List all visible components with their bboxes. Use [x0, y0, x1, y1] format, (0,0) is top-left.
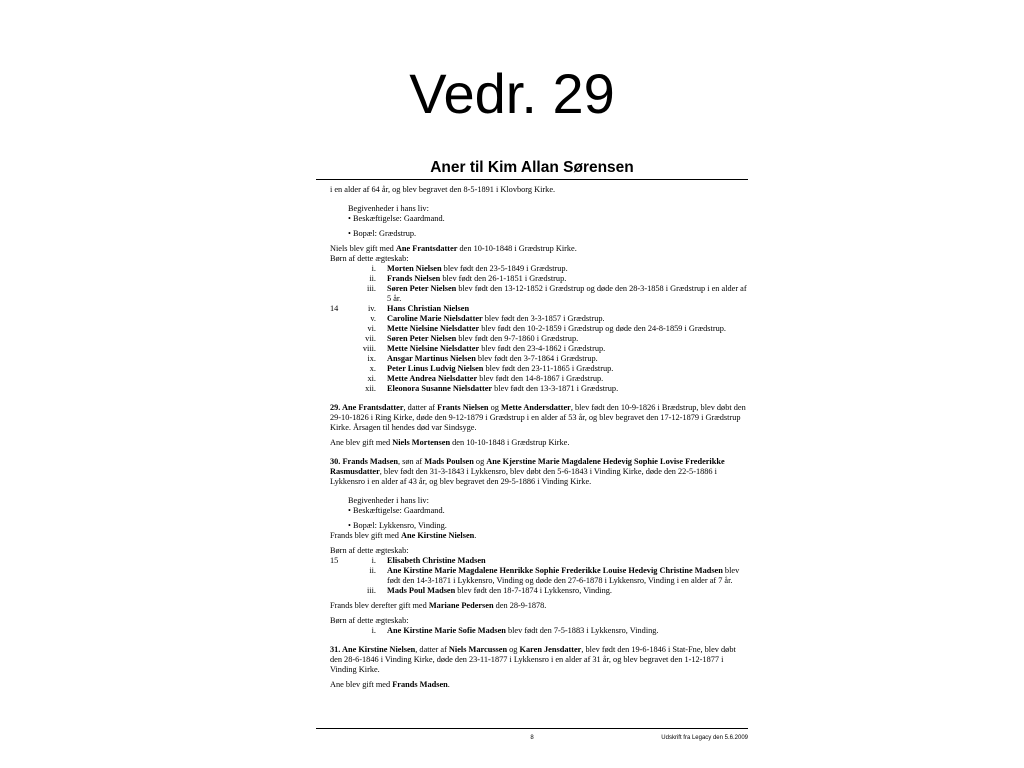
child-name: Mette Andrea Nielsdatter: [387, 374, 478, 383]
child-name: Caroline Marie Nielsdatter: [387, 314, 483, 323]
generation-number: [330, 384, 342, 394]
marriage-text: Ane blev gift med Niels Mortensen den 10-10-1848 i Grædstrup Kirke.: [330, 438, 570, 447]
child-name: Morten Nielsen: [387, 264, 442, 273]
child-entry: [387, 334, 748, 344]
roman-numeral: iii.: [367, 284, 376, 293]
generation-number: [330, 324, 342, 334]
children-heading: Børn af dette ægteskab:: [330, 616, 409, 625]
entry-30: 30. Frands Madsen, søn af Mads Poulsen og Ane Kjerstine Marie Magdalene Hedevig Sophie Lovise Frederikke Rasmusdatter, blev født den 31-3-1843 i Lykkensro, blev døbt den 5-6-1843 i Vinding Kirke, døde den 22-5-1886 i Lykkensro i en alder af 43 år, og blev begravet den 29-5-1886 i Vinding Kirke.: [330, 457, 725, 486]
list-item: [330, 314, 748, 324]
roman-numeral: ii.: [369, 274, 376, 283]
event-residence: • Bopæl: Lykkensro, Vinding.: [348, 521, 447, 530]
roman-numeral: x.: [369, 364, 376, 373]
list-item: [330, 586, 748, 596]
list-item: [330, 274, 748, 284]
roman-numeral: xii.: [365, 384, 376, 393]
child-name: Peter Linus Ludvig Nielsen: [387, 364, 484, 373]
entry-29: 29. Ane Frantsdatter, datter af Frants Nielsen og Mette Andersdatter, blev født den 10-9-1826 i Brædstrup, blev døbt den 29-10-1826 i Ring Kirke, døde den 9-12-1879 i Grædstrup i en alder af 53 år, og blev begravet den 17-12-1879 i Grædstrup Kirke. Årsagen til hendes død var Sindsyge.: [330, 403, 746, 432]
children-heading: Børn af dette ægteskab:: [330, 546, 409, 555]
list-item: [330, 364, 748, 374]
children-heading: Børn af dette ægteskab:: [330, 254, 409, 263]
child-entry: [387, 556, 748, 566]
list-item: [330, 344, 748, 354]
page-number: 8: [530, 735, 534, 741]
child-entry: [387, 284, 748, 304]
roman-numeral: i.: [371, 556, 376, 565]
event-residence: • Bopæl: Grædstrup.: [348, 229, 417, 238]
child-entry: [387, 374, 748, 384]
children-list-1: [330, 264, 748, 394]
generation-number: [330, 334, 342, 344]
child-entry: [387, 304, 748, 314]
child-entry: [387, 324, 748, 334]
child-entry: [387, 364, 748, 374]
child-details: blev født den 14-3-1871 i Lykkensro, Vinding og døde den 27-6-1878 i Lykkensro, Vinding i en alder af 7 år.: [387, 566, 740, 585]
intro-text: i en alder af 64 år, og blev begravet den 8-5-1891 i Klovborg Kirke.: [330, 185, 556, 194]
child-name: Elisabeth Christine Madsen: [387, 556, 486, 565]
heading-rule: [316, 179, 748, 180]
generation-number: [330, 264, 342, 274]
list-item: [330, 264, 748, 274]
marriage-text: Niels blev gift med Ane Frantsdatter den 10-10-1848 i Grædstrup Kirke.: [330, 244, 577, 253]
list-item: [330, 354, 748, 364]
marriage-text: Frands blev derefter gift med Mariane Pedersen den 28-9-1878.: [330, 601, 547, 610]
events-heading: Begivenheder i hans liv:: [348, 204, 429, 213]
child-name: Ane Kirstine Marie Sofie Madsen: [387, 626, 506, 635]
list-item: [330, 626, 748, 636]
roman-numeral: v.: [370, 314, 376, 323]
child-entry: [387, 586, 748, 596]
roman-numeral: iv.: [368, 304, 376, 313]
marriage-text: Ane blev gift med Frands Madsen.: [330, 680, 450, 689]
list-item: [330, 324, 748, 334]
print-note: Udskrift fra Legacy den 5.6.2009: [661, 735, 748, 741]
child-name: Mette Nielsine Nielsdatter: [387, 324, 480, 333]
event-occupation: • Beskæftigelse: Gaardmand.: [348, 506, 445, 515]
child-name: Søren Peter Nielsen: [387, 284, 457, 293]
roman-numeral: ii.: [369, 566, 376, 575]
roman-numeral: iii.: [367, 586, 376, 595]
children-list-3: [330, 626, 748, 636]
children-list-2: [330, 556, 748, 596]
roman-numeral: xi.: [367, 374, 376, 383]
marriage-text: Frands blev gift med Ane Kirstine Nielsen.: [330, 531, 477, 540]
roman-numeral: i.: [371, 264, 376, 273]
child-name: Ansgar Martinus Nielsen: [387, 354, 476, 363]
child-details: blev født den 23-4-1862 i Grædstrup.: [479, 344, 606, 353]
child-details: blev født den 7-5-1883 i Lykkensro, Vinding.: [505, 626, 659, 635]
generation-number: [330, 374, 342, 384]
child-entry: [387, 264, 748, 274]
child-details: blev født den 10-2-1859 i Grædstrup og døde den 24-8-1859 i Grædstrup.: [479, 324, 726, 333]
child-details: blev født den 26-1-1851 i Grædstrup.: [440, 274, 567, 283]
child-details: blev født den 14-8-1867 i Grædstrup.: [477, 374, 604, 383]
child-name: Ane Kirstine Marie Magdalene Henrikke Sophie Frederikke Louise Hedevig Christine Madsen: [387, 566, 723, 575]
child-entry: [387, 274, 748, 284]
child-details: blev født den 23-5-1849 i Grædstrup.: [441, 264, 568, 273]
list-item: [330, 334, 748, 344]
list-item: [330, 384, 748, 394]
child-details: blev født den 13-12-1852 i Grædstrup og døde den 28-3-1858 i Grædstrup i en alder af 5 år.: [387, 284, 747, 303]
list-item: [330, 304, 748, 314]
child-details: blev født den 18-7-1874 i Lykkensro, Vinding.: [455, 586, 612, 595]
child-details: blev født den 3-7-1864 i Grædstrup.: [475, 354, 598, 363]
child-details: blev født den 9-7-1860 i Grædstrup.: [456, 334, 579, 343]
child-name: Eleonora Susanne Nielsdatter: [387, 384, 493, 393]
events-heading: Begivenheder i hans liv:: [348, 496, 429, 505]
list-item: [330, 556, 748, 566]
generation-number: [330, 364, 342, 374]
list-item: [330, 374, 748, 384]
generation-number: [330, 344, 342, 354]
roman-numeral: i.: [371, 626, 376, 635]
list-item: [330, 566, 748, 586]
generation-number: 15: [330, 556, 339, 565]
roman-numeral: vii.: [365, 334, 376, 343]
page-footer: [316, 733, 748, 743]
event-occupation: • Beskæftigelse: Gaardmand.: [348, 214, 445, 223]
footer-rule: [316, 728, 748, 729]
child-details: blev født den 23-11-1865 i Grædstrup.: [483, 364, 614, 373]
child-name: Hans Christian Nielsen: [387, 304, 470, 313]
child-name: Søren Peter Nielsen: [387, 334, 457, 343]
generation-number: [330, 354, 342, 364]
generation-number: [330, 586, 342, 596]
roman-numeral: ix.: [367, 354, 376, 363]
child-entry: [387, 354, 748, 364]
child-entry: [387, 626, 748, 636]
child-entry: [387, 384, 748, 394]
generation-number: [330, 314, 342, 324]
document-body: [330, 185, 748, 690]
child-details: blev født den 13-3-1871 i Grædstrup.: [492, 384, 619, 393]
entry-31: 31. Ane Kirstine Nielsen, datter af Niels Marcussen og Karen Jensdatter, blev født den 19-6-1846 i Stat-Fne, blev døbt den 28-6-1846 i Vinding Kirke, døde den 23-11-1877 i Lykkensro i en alder af 31 år, og blev begravet den 1-12-1877 i Vinding Kirke.: [330, 645, 736, 674]
generation-number: [330, 566, 342, 586]
generation-number: [330, 284, 342, 304]
child-entry: [387, 344, 748, 354]
child-name: Frands Nielsen: [387, 274, 441, 283]
child-entry: [387, 314, 748, 324]
generation-number: [330, 626, 342, 636]
list-item: [330, 284, 748, 304]
child-details: blev født den 3-3-1857 i Grædstrup.: [482, 314, 605, 323]
slide-title: Vedr. 29: [409, 62, 615, 125]
generation-number: [330, 274, 342, 284]
child-name: Mette Nielsine Nielsdatter: [387, 344, 480, 353]
child-name: Mads Poul Madsen: [387, 586, 456, 595]
roman-numeral: viii.: [362, 344, 376, 353]
generation-number: 14: [330, 304, 339, 313]
roman-numeral: vi.: [367, 324, 376, 333]
document-heading: Aner til Kim Allan Sørensen: [430, 159, 634, 176]
child-entry: [387, 566, 748, 586]
